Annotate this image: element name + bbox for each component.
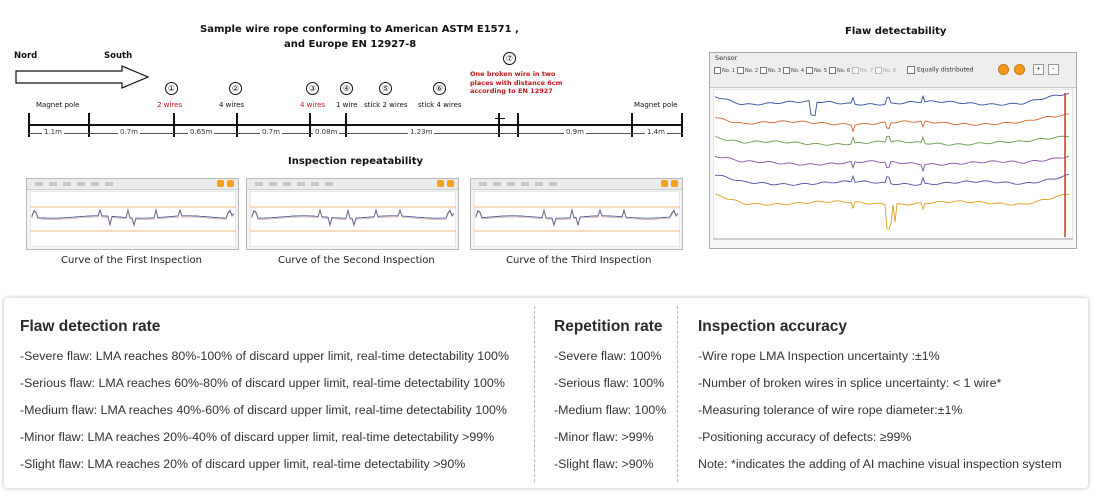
- magnet-pole-left: Magnet pole: [36, 101, 80, 109]
- diagram-title: [200, 22, 530, 52]
- equally-distributed-checkbox[interactable]: Equally distributed: [907, 66, 973, 74]
- repetition-row: -Serious flaw: 100%: [554, 376, 665, 390]
- repeatability-title: Inspection repeatability: [288, 156, 424, 167]
- detectability-title: Flaw detectability: [845, 26, 947, 37]
- repetition-row: -Severe flaw: 100%: [554, 349, 662, 363]
- sensor-toolbar: [710, 53, 1076, 88]
- accuracy-row: -Number of broken wires in splice uncertainty: < 1 wire*: [698, 376, 1002, 390]
- marker-4-number: ④: [340, 82, 353, 95]
- repetition-rate-title: Repetition rate: [554, 318, 663, 335]
- marker-7-number: ⑦: [503, 52, 516, 65]
- marker-1-number: ①: [165, 82, 178, 95]
- distance-6: 1.23m: [410, 128, 433, 136]
- sensor-label: Sensor: [715, 54, 738, 62]
- marker-5-number: ⑤: [379, 82, 392, 95]
- north-label: Nord: [14, 51, 38, 61]
- specs-panel: [4, 298, 1088, 488]
- marker-6-label: stick 4 wires: [418, 101, 462, 109]
- marker-5-label: stick 2 wires: [364, 101, 408, 109]
- distance-3: 0.65m: [190, 128, 213, 136]
- repetition-row: -Medium flaw: 100%: [554, 403, 667, 417]
- detection-rate-title: Flaw detection rate: [20, 318, 161, 335]
- inspection-accuracy-title: Inspection accuracy: [698, 318, 848, 335]
- detectability-curves: [713, 89, 1073, 245]
- direction-arrow-icon: [14, 64, 154, 90]
- detectability-screenshot: [709, 52, 1077, 249]
- accuracy-row: Note: *indicates the adding of AI machine visual inspection system: [698, 457, 1062, 471]
- distance-7: 0.9m: [566, 128, 584, 136]
- channel-6-checkbox[interactable]: No. 6: [829, 67, 850, 74]
- distance-5: 0.08m: [315, 128, 338, 136]
- magnet-pole-right: Magnet pole: [634, 101, 678, 109]
- inspection-curve-2: [250, 191, 456, 247]
- inspection-screenshot-1: [26, 178, 239, 250]
- distance-4: 0.7m: [262, 128, 280, 136]
- diagram-title-line1: Sample wire rope conforming to American ASTM E1571 ,: [200, 24, 519, 35]
- detection-rate-column: [20, 318, 509, 484]
- distance-8: 1.4m: [647, 128, 665, 136]
- marker-7-note: One broken wire in two places with distance 6cm according to EN 12927: [470, 70, 563, 95]
- channel-2-checkbox[interactable]: No. 2: [737, 67, 758, 74]
- orange-button-2-icon[interactable]: [1014, 64, 1025, 75]
- detection-row: -Serious flaw: LMA reaches 60%-80% of discard upper limit, real-time detectability 100%: [20, 376, 505, 390]
- repetition-row: -Slight flaw: >90%: [554, 457, 654, 471]
- marker-3-number: ③: [306, 82, 319, 95]
- channel-8-checkbox[interactable]: No. 8: [875, 67, 896, 74]
- detection-row: -Medium flaw: LMA reaches 40%-60% of discard upper limit, real-time detectability 100%: [20, 403, 507, 417]
- channel-5-checkbox[interactable]: No. 5: [806, 67, 827, 74]
- inspection-curve-3: [474, 191, 680, 247]
- marker-4-label: 1 wire: [336, 101, 358, 109]
- accuracy-row: -Measuring tolerance of wire rope diameter:±1%: [698, 403, 963, 417]
- column-divider: [534, 306, 535, 482]
- distance-2: 0.7m: [120, 128, 138, 136]
- zoom-in-icon[interactable]: +: [1033, 64, 1044, 75]
- inspection-screenshot-3: [470, 178, 683, 250]
- zoom-out-icon[interactable]: -: [1048, 64, 1059, 75]
- marker-1-label: 2 wires: [157, 101, 183, 109]
- caption-third-inspection: Curve of the Third Inspection: [506, 255, 652, 266]
- detection-row: -Severe flaw: LMA reaches 80%-100% of discard upper limit, real-time detectability 100%: [20, 349, 509, 363]
- inspection-accuracy-column: [698, 318, 1062, 484]
- detection-row: -Minor flaw: LMA reaches 20%-40% of discard upper limit, real-time detectability >99%: [20, 430, 495, 444]
- channel-3-checkbox[interactable]: No. 3: [760, 67, 781, 74]
- repetition-row: -Minor flaw: >99%: [554, 430, 654, 444]
- inspection-curve-1: [30, 191, 236, 247]
- marker-6-number: ⑥: [433, 82, 446, 95]
- column-divider: [677, 306, 678, 482]
- accuracy-row: -Wire rope LMA Inspection uncertainty :±1%: [698, 349, 940, 363]
- channel-7-checkbox[interactable]: No. 7: [852, 67, 873, 74]
- diagram-title-line2: and Europe EN 12927-8: [284, 39, 417, 50]
- channel-4-checkbox[interactable]: No. 4: [783, 67, 804, 74]
- repetition-rate-column: [554, 318, 666, 484]
- rope-line: [28, 124, 683, 126]
- marker-2-number: ②: [229, 82, 242, 95]
- channel-1-checkbox[interactable]: No. 1: [714, 67, 735, 74]
- distance-1: 1.1m: [44, 128, 62, 136]
- caption-second-inspection: Curve of the Second Inspection: [278, 255, 435, 266]
- south-label: South: [104, 51, 133, 61]
- marker-3-label: 4 wires: [300, 101, 326, 109]
- caption-first-inspection: Curve of the First Inspection: [61, 255, 202, 266]
- marker-2-label: 4 wires: [219, 101, 245, 109]
- detection-row: -Slight flaw: LMA reaches 20% of discard upper limit, real-time detectability >90%: [20, 457, 466, 471]
- orange-button-1-icon[interactable]: [998, 64, 1009, 75]
- rope-line-split: [495, 118, 505, 119]
- inspection-screenshot-2: [246, 178, 459, 250]
- accuracy-row: -Positioning accuracy of defects: ≥99%: [698, 430, 912, 444]
